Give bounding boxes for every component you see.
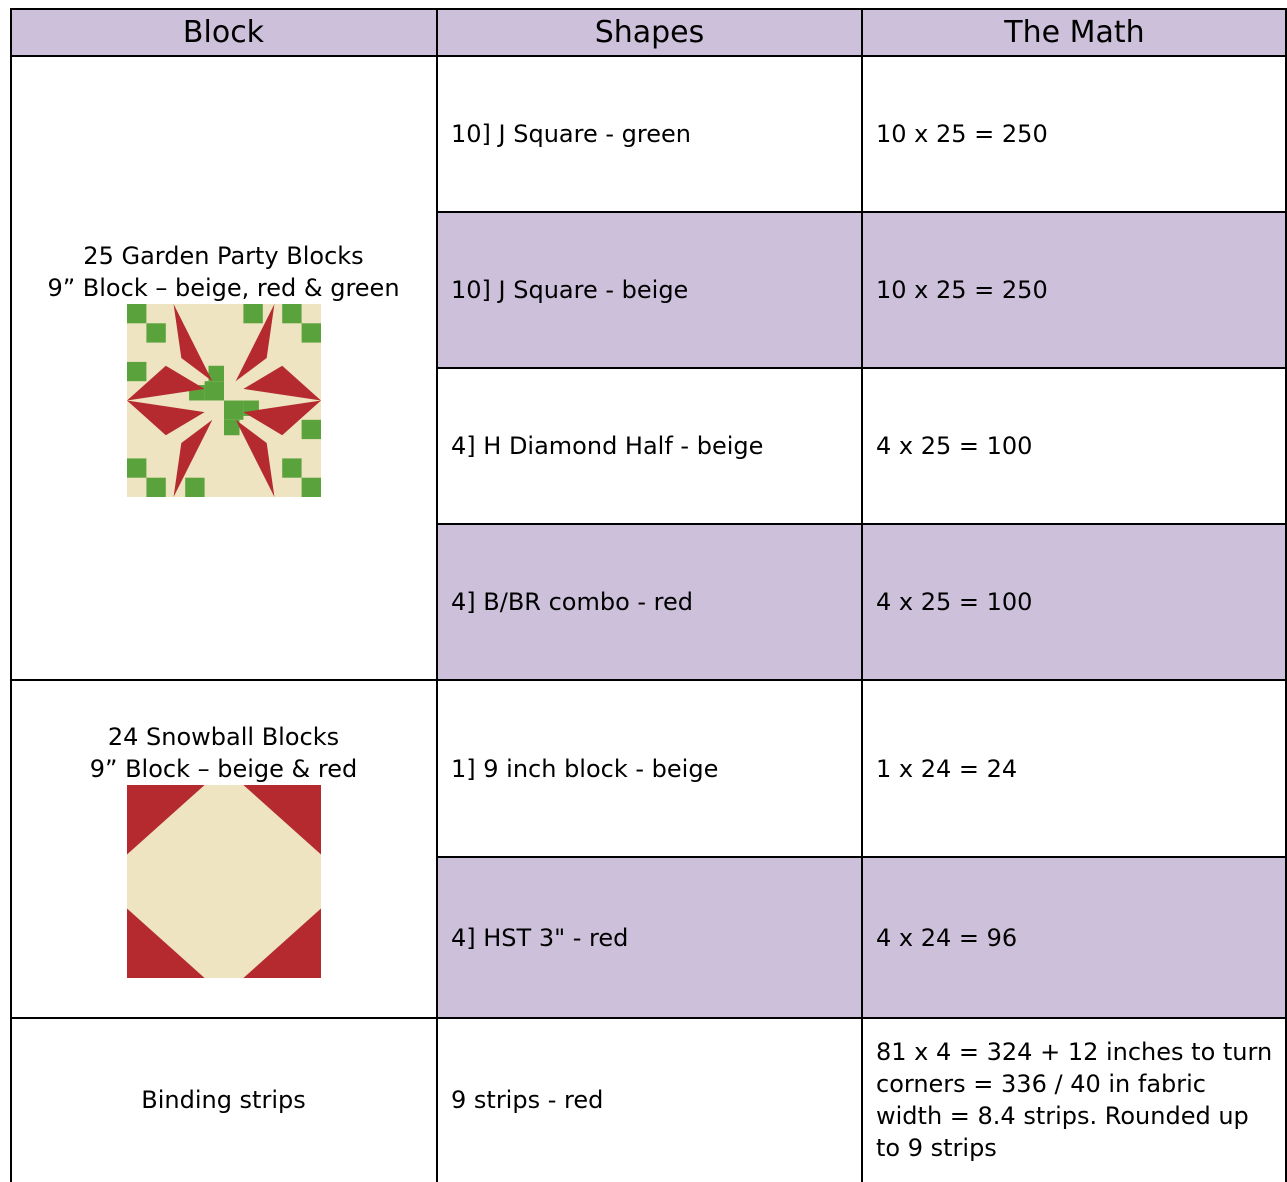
grid-line (10, 55, 1287, 57)
garden-party-subtitle: 9” Block – beige, red & green (47, 273, 400, 302)
snowball-block-image (127, 785, 321, 978)
garden-row1-shape: 10] J Square - green (451, 120, 691, 148)
garden-row2-shape: 10] J Square - beige (437, 212, 862, 368)
snowball-title: 24 Snowball Blocks (107, 722, 340, 751)
garden-row1-math: 10 x 25 = 250 (876, 120, 1048, 148)
grid-line (10, 1017, 1287, 1019)
header-shapes: Shapes (437, 8, 862, 56)
grid-line (436, 367, 1287, 369)
shapes-table (10, 8, 1287, 1182)
grid-line (861, 8, 863, 1182)
snowball-row2-math: 4 x 24 = 96 (862, 857, 1287, 1018)
snowball-subtitle: 9” Block – beige & red (89, 754, 358, 783)
snowball-row2-shape: 4] HST 3" - red (437, 857, 862, 1018)
garden-row3-math: 4 x 25 = 100 (876, 432, 1033, 460)
snowball-row1-math: 1 x 24 = 24 (876, 754, 1018, 783)
snowball-block-cell (10, 680, 437, 1018)
garden-row4-math: 4 x 25 = 100 (862, 524, 1287, 680)
grid-line (436, 856, 1287, 858)
binding-math: 81 x 4 = 324 + 12 inches to turn corners = 336 / 40 in fabric width = 8.4 strips. Rounded up to 9 strips (876, 1038, 1273, 1162)
header-block: Block (10, 8, 437, 56)
grid-line (10, 8, 1287, 10)
garden-party-block-image (127, 304, 321, 497)
grid-line (436, 8, 438, 1182)
garden-party-title: 25 Garden Party Blocks (83, 241, 364, 270)
binding-block-cell: Binding strips (141, 1086, 306, 1114)
header-math: The Math (862, 8, 1287, 56)
grid-line (436, 523, 1287, 525)
garden-row4-shape: 4] B/BR combo - red (437, 524, 862, 680)
grid-line (10, 679, 1287, 681)
binding-shape: 9 strips - red (451, 1086, 604, 1114)
grid-line (10, 8, 12, 1182)
garden-party-block-cell (10, 56, 437, 680)
garden-row3-shape: 4] H Diamond Half - beige (451, 432, 764, 460)
grid-line (436, 211, 1287, 213)
garden-row2-math: 10 x 25 = 250 (862, 212, 1287, 368)
snowball-row1-shape: 1] 9 inch block - beige (451, 754, 719, 783)
